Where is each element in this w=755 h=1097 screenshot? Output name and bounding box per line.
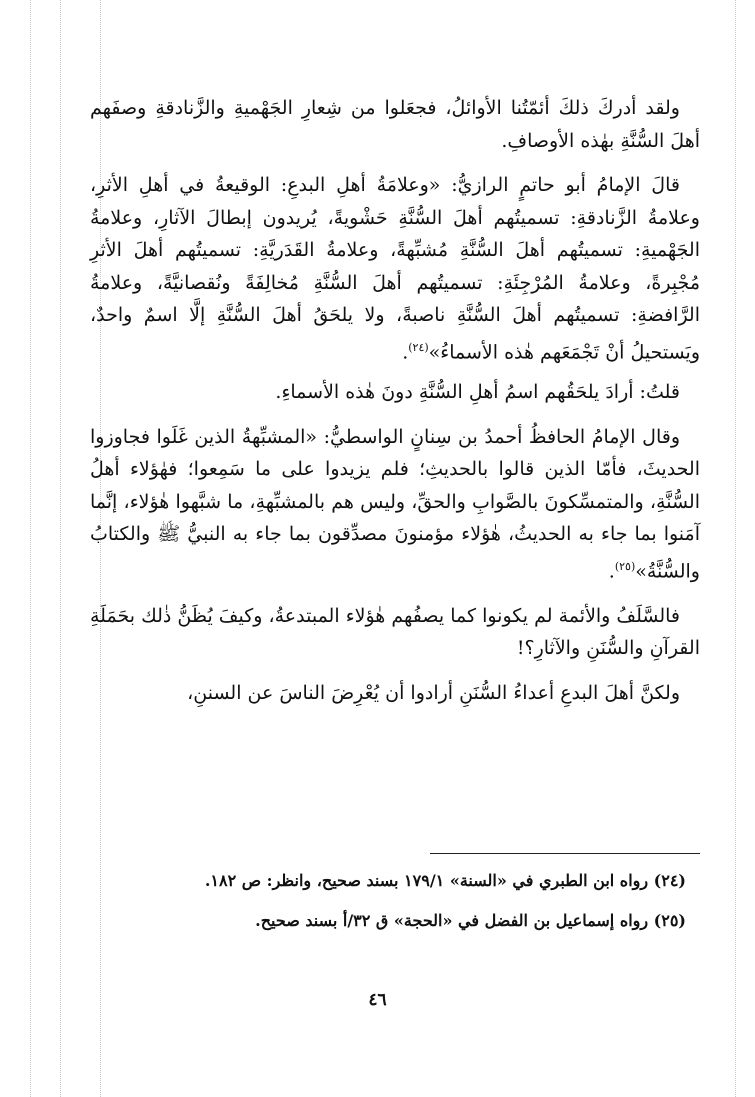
footnote-ref-25[interactable]: (٢٥) [614,559,636,573]
footnote-25: (٢٥) رواه إسماعيل بن الفضل في «الحجة» ق ٣٢/أ بسند صحيح. [255,911,686,930]
paragraph-intro: ولقد أدركَ ذلكَ أئمّتُنا الأوائلُ، فجعَلوا من شِعارِ الجَهْميةِ والزَّنادقةِ وصفَهم أهلَ السُّنَّةِ بهٰذه الأوصافِ. [90,97,700,152]
paragraph-comment: قلتُ: أرادَ يلحَقُهم اسمُ أهلِ السُّنَّةِ دونَ هٰذه الأسماءِ. [275,381,680,404]
footnote-ref-24[interactable]: (٢٤) [408,340,429,354]
footnotes [90,866,700,946]
page-number: ٤٦ [368,990,387,1010]
footnote-divider [430,853,700,854]
razi-quote-text: قالَ الإمامُ أبو حاتمٍ الرازيُّ: «وعلامَةُ أهلِ البدعِ: الوقيعةُ في أهلِ الأثرِ، وعلامةُ الزَّنادقةِ: تسميتُهم أهلَ السُّنَّةِ حَشْويةً، يُريدون إبطالَ الآثارِ، وعلامةُ الجَهْميةِ: تسميتُهم أهلَ السُّنَّةِ مُشبِّهةً، وعلامةُ القَدَريَّةِ: تسميتُهم أهلَ الأثرِ مُجْبِرةً، وعلامةُ المُرْجِئَةِ: تسميتُهم أهلَ السُّنَّةِ مُخالِفَةً ونُقصانيَّةً، وعلامةُ الرَّافضةِ: تسميتُهم أهلَ السُّنَّةِ ناصبةً، ولا يلحَقُ أهلَ السُّنَّةِ إلَّا اسمٌ واحدٌ، ويَستحيلُ أنْ تَجْمَعَهم هٰذه الأسماءُ» [90,174,700,363]
scan-guide-line [30,0,31,1097]
paragraph-razi-quote: قالَ الإمامُ أبو حاتمٍ الرازيُّ: «وعلامَةُ أهلِ البدعِ: الوقيعةُ في أهلِ الأثرِ، وعلامةُ الزَّنادقةِ: تسميتُهم أهلَ السُّنَّةِ حَشْويةً، يُريدون إبطالَ الآثارِ، وعلامةُ الجَهْميةِ: تسميتُهم أهلَ السُّنَّةِ مُشبِّهةً، وعلامةُ القَدَريَّةِ: تسميتُهم أهلَ الأثرِ مُجْبِرةً، وعلامةُ المُرْجِئَةِ: تسميتُهم أهلَ السُّنَّةِ مُخالِفَةً ونُقصانيَّةً، وعلامةُ الرَّافضةِ: تسميتُهم أهلَ السُّنَّةِ ناصبةً، ولا يلحَقُ أهلَ السُّنَّةِ إلَّا اسمٌ واحدٌ، ويَستحيلُ أنْ تَجْمَعَهم هٰذه الأسماءُ»$^{(٢٤)}$. [90,174,700,363]
wasiti-quote-text: وقال الإمامُ الحافظُ أحمدُ بن سِنانٍ الواسطيُّ: «المشبِّهةُ الذين غَلَوا فجاوزوا الحديثَ، فأمّا الذين قالوا بالحديثِ؛ فلم يزيدوا على ما سَمِعوا؛ فهٰؤلاء أهلُ السُّنَّةِ، والمتمسِّكونَ بالصَّوابِ والحقِّ، وليس هم بالمشبِّهةِ، ما شبَّهوا هٰؤلاء، إنَّما آمَنوا بما جاء به الحديثُ، هٰؤلاء مؤمنونَ مصدِّقون بما جاء به النبيُّ ﷺ والكتابُ والسُّنَّةُ» [90,425,700,583]
paragraph-wasiti-quote: وقال الإمامُ الحافظُ أحمدُ بن سِنانٍ الواسطيُّ: «المشبِّهةُ الذين غَلَوا فجاوزوا الحديثَ، فأمّا الذين قالوا بالحديثِ؛ فلم يزيدوا على ما سَمِعوا؛ فهٰؤلاء أهلُ السُّنَّةِ، والمتمسِّكونَ بالصَّوابِ والحقِّ، وليس هم بالمشبِّهةِ، ما شبَّهوا هٰؤلاء، إنَّما آمَنوا بما جاء به الحديثُ، هٰؤلاء مؤمنونَ مصدِّقون بما جاء به النبيُّ ﷺ والكتابُ والسُّنَّةُ»$^{(٢٥)}$. [90,425,700,583]
footnote-24: (٢٤) رواه ابن الطبري في «السنة» ١٧٩/١ بسند صحيح، وانظر: ص ١٨٢. [204,871,686,890]
paragraph-salaf: فالسَّلَفُ والأئمة لم يكونوا كما يصفُهم هٰؤلاء المبتدعةُ، وكيفَ يُظَنُّ ذٰلك بحَمَلَةِ القرآنِ والسُّنَنِ والآثارِ؟! [90,604,700,660]
main-text [90,92,700,721]
paragraph-ahl-al-bida: ولكنَّ أهلَ البدعِ أعداءُ السُّنَنِ أرادوا أن يُعْرِضَ الناسَ عن السننِ، [187,681,680,704]
scan-guide-line [735,0,736,1097]
scan-guide-line [60,0,61,1097]
